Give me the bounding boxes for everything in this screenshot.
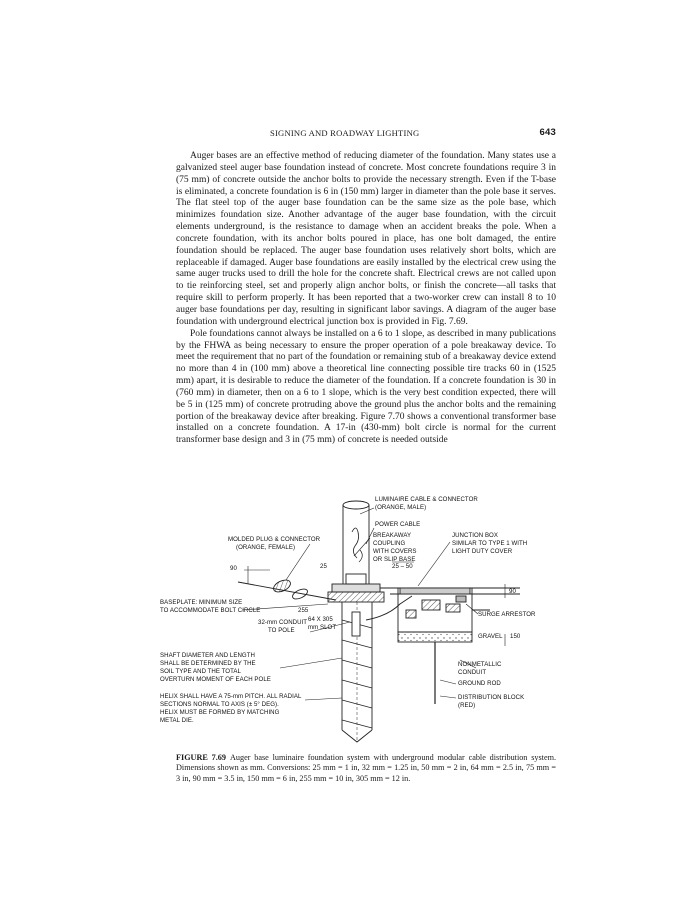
surge-arrestor-drawing <box>456 596 466 602</box>
label-conduit: 32-mm CONDUIT <box>258 619 308 626</box>
label-helix-sections: SECTIONS NORMAL TO AXIS (± 5° DEG). <box>160 701 279 708</box>
label-junction-box: JUNCTION BOX <box>452 532 498 539</box>
junction-box-drawing <box>398 588 472 632</box>
label-power-cable: POWER CABLE <box>375 521 421 528</box>
body-text <box>176 151 556 447</box>
label-slot-unit: mm SLOT <box>308 624 337 631</box>
pole-drawing <box>343 501 369 584</box>
label-dim-25-50: 25 – 50 <box>392 563 413 570</box>
label-breakaway: BREAKAWAY <box>373 532 412 539</box>
label-molded-plug: MOLDED PLUG & CONNECTOR <box>228 536 321 543</box>
paragraph-pole-foundations: Pole foundations cannot always be installed on a 6 to 1 slope, as described in many publications by the FHWA as being necessary to ensure the proper operation of a pole breakaway device. To meet the requirement that no part of the foundation or remaining stub of a breakaway device extend no more than 4 in (100 mm) above a theoretical line connecting possible tire tracks 60 in (1525 mm) apart, it is desirable to reduce the diameter of the foundation. If a concrete foundation is 30 in (760 mm) in diameter, then on a 6 to 1 slope, which is the very best condition expected, there will be 5 in (125 mm) of concrete protruding above the ground plus the anchor bolts and the remaining portion of the breakaway device after breaking. Figure 7.70 shows a conventional transformer base installed on a concrete foundation. A 17-in (430-mm) bolt circle is normal for the current transformer base design and 3 in (75 mm) of concrete is needed outside <box>176 328 556 446</box>
figure-caption-text: Auger base luminaire foundation system with underground modular cable distribution system. Dimensions shown as mm. Conversions: 25 mm = 1 in, 32 mm = 1.25 in, 50 mm = 2 in, 64 mm = 2.5 in, 75 mm = 3 in, 90 mm = 3.5 in, 150 mm = 6 in, 255 mm = 10 in, 305 mm = 12 in. <box>176 753 556 783</box>
label-junction-cover: LIGHT DUTY COVER <box>452 548 513 555</box>
label-luminaire-cable-color: (ORANGE, MALE) <box>375 504 427 511</box>
label-breakaway-slip-base: OR SLIP BASE <box>373 556 416 563</box>
label-baseplate: BASEPLATE: MINIMUM SIZE <box>160 599 243 606</box>
paragraph-auger-bases: Auger bases are an effective method of reducing diameter of the foundation. Many states use a galvanized steel auger base foundation instead of concrete. Most concrete foundations require 3 in (75 mm) of concrete outside the anchor bolts to provide the necessary strength. Even if the T-base is eliminated, a concrete foundation is 6 in (150 mm) larger in diameter than the pole base it serves. The flat steel top of the auger base foundation can be the same size as the pole base, which minimizes foundation size. Another advantage of the auger base foundation, with the circuit elements underground, is the resistance to damage when an accident breaks the pole. When a concrete foundation, with its anchor bolts poured in place, has one bolt damaged, the entire foundation should be replaced. The auger base foundation uses relatively short bolts, which are replaceable if damaged. Auger base foundations are easily installed by the electrical crew using the same auger trucks used to drill the hole for the concrete shaft. Electrical crews are not called upon to tie reinforcing steel, set and properly align anchor bolts, or finish the concrete—all tasks that require skill to perform properly. It has been reported that a two-worker crew can install 8 to 10 auger base foundations per day, resulting in significant labor savings. A diagram of the auger base foundation with underground electrical junction box is provided in Fig. 7.69. <box>176 151 556 327</box>
label-shaft-overturn: OVERTURN MOMENT OF EACH POLE <box>160 676 271 683</box>
label-molded-plug-color: (ORANGE, FEMALE) <box>236 544 296 551</box>
figure-caption <box>176 753 556 784</box>
label-distribution-block: DISTRIBUTION BLOCK <box>458 694 525 701</box>
label-surge-arrestor: SURGE ARRESTOR <box>478 611 536 618</box>
label-breakaway-covers: WITH COVERS <box>373 548 417 555</box>
label-junction-type: SIMILAR TO TYPE 1 WITH <box>452 540 528 547</box>
figure-auger-base-diagram <box>160 492 558 744</box>
label-distribution-color: (RED) <box>458 702 476 709</box>
baseplate-drawing <box>328 574 384 602</box>
label-baseplate-bolt-circle: TO ACCOMMODATE BOLT CIRCLE <box>160 607 261 614</box>
label-conduit-to-pole: TO POLE <box>268 627 295 634</box>
gravel-drawing <box>398 632 472 642</box>
label-nonmetallic-conduit: CONDUIT <box>458 669 487 676</box>
label-dim-90-right: 90 <box>509 588 516 595</box>
label-gravel: GRAVEL <box>478 633 503 640</box>
label-dim-255: 255 <box>298 607 309 614</box>
label-shaft-soil: SOIL TYPE AND THE TOTAL <box>160 668 241 675</box>
page-number: 643 <box>539 127 556 138</box>
figure-number: FIGURE 7.69 <box>176 753 226 762</box>
label-shaft-diameter: SHAFT DIAMETER AND LENGTH <box>160 652 255 659</box>
label-helix-formed: HELIX MUST BE FORMED BY MATCHING <box>160 709 280 716</box>
molded-plug-drawing <box>272 578 309 601</box>
label-helix-die: METAL DIE. <box>160 717 194 724</box>
label-slot-size: 64 X 305 <box>308 616 333 623</box>
label-luminaire-cable: LUMINAIRE CABLE & CONNECTOR <box>375 496 478 503</box>
label-ground-rod: GROUND ROD <box>458 680 501 687</box>
label-breakaway-coupling: COUPLING <box>373 540 406 547</box>
label-helix-pitch: HELIX SHALL HAVE A 75-mm PITCH. ALL RADIAL <box>160 693 302 700</box>
slot-drawing <box>352 612 360 636</box>
label-shaft-determined: SHALL BE DETERMINED BY THE <box>160 660 256 667</box>
label-nonmetallic: NONMETALLIC <box>458 661 502 668</box>
label-dim-25: 25 <box>320 563 327 570</box>
label-dim-150: 150 <box>510 633 521 640</box>
auger-base-diagram <box>160 492 558 744</box>
running-title: SIGNING AND ROADWAY LIGHTING <box>270 128 420 138</box>
label-dim-90-left: 90 <box>230 565 237 572</box>
